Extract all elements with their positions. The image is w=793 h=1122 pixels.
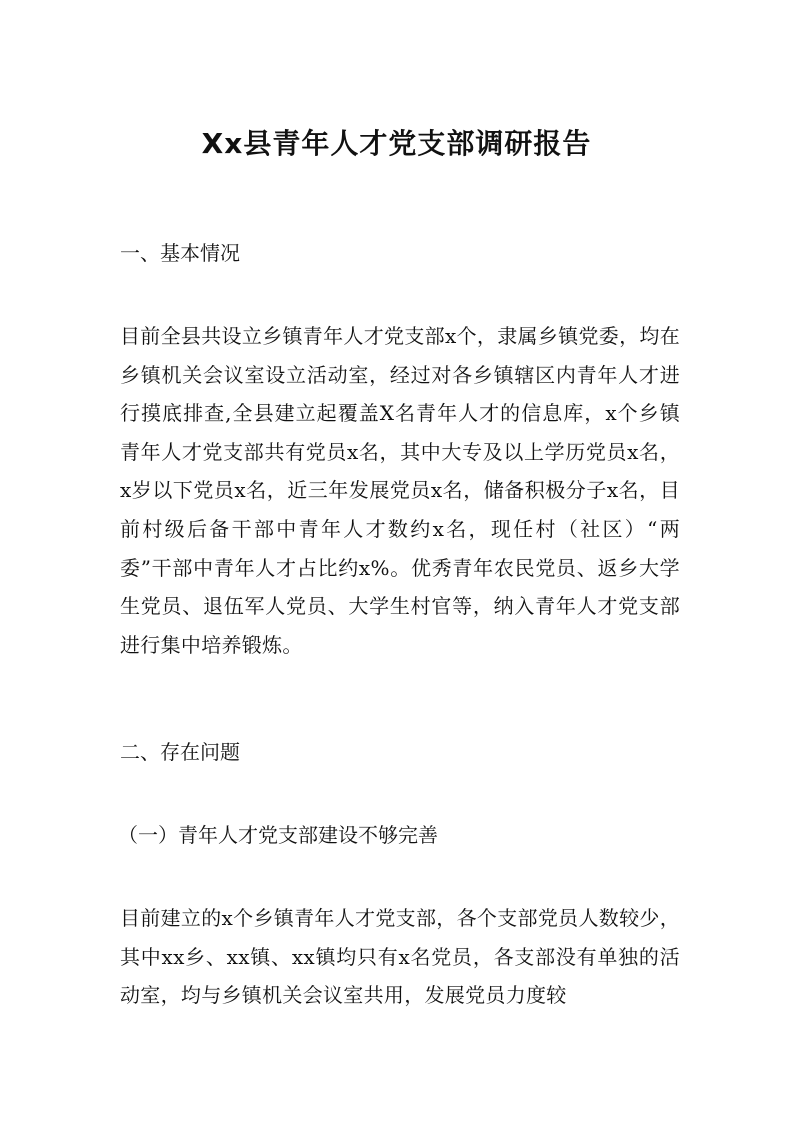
section-heading-existing-problems: 二、存在问题 xyxy=(120,740,240,764)
paragraph-basic-situation: 目前全县共设立乡镇青年人才党支部x个，隶属乡镇党委，均在乡镇机关会议室设立活动室，经过对各乡镇辖区内青年人才进行摸底排查,全县建立起覆盖X名青年人才的信息库，x个乡镇青年人才党支部共有党员x名，其中大专及以上学历党员x名，x岁以下党员x名，近三年发展党员x名，储备积极分子x名，目前村级后备干部中青年人才数约x名，现任村（社区）“两委”干部中青年人才占比约x%。优秀青年农民党员、返乡大学生党员、退伍军人党员、大学生村官等，纳入青年人才党支部进行集中培养锻炼。 xyxy=(120,324,680,657)
document-title: Xx县青年人才党支部调研报告 xyxy=(201,127,592,160)
section-heading-basic-situation: 一、基本情况 xyxy=(120,241,240,265)
paragraph-branch-construction: 目前建立的x个乡镇青年人才党支部，各个支部党员人数较少，其中xx乡、xx镇、xx镇均只有x名党员，各支部没有单独的活动室，均与乡镇机关会议室共用，发展党员力度较 xyxy=(120,906,680,1008)
subsection-heading-branch-construction: （一）青年人才党支部建设不够完善 xyxy=(118,823,438,847)
